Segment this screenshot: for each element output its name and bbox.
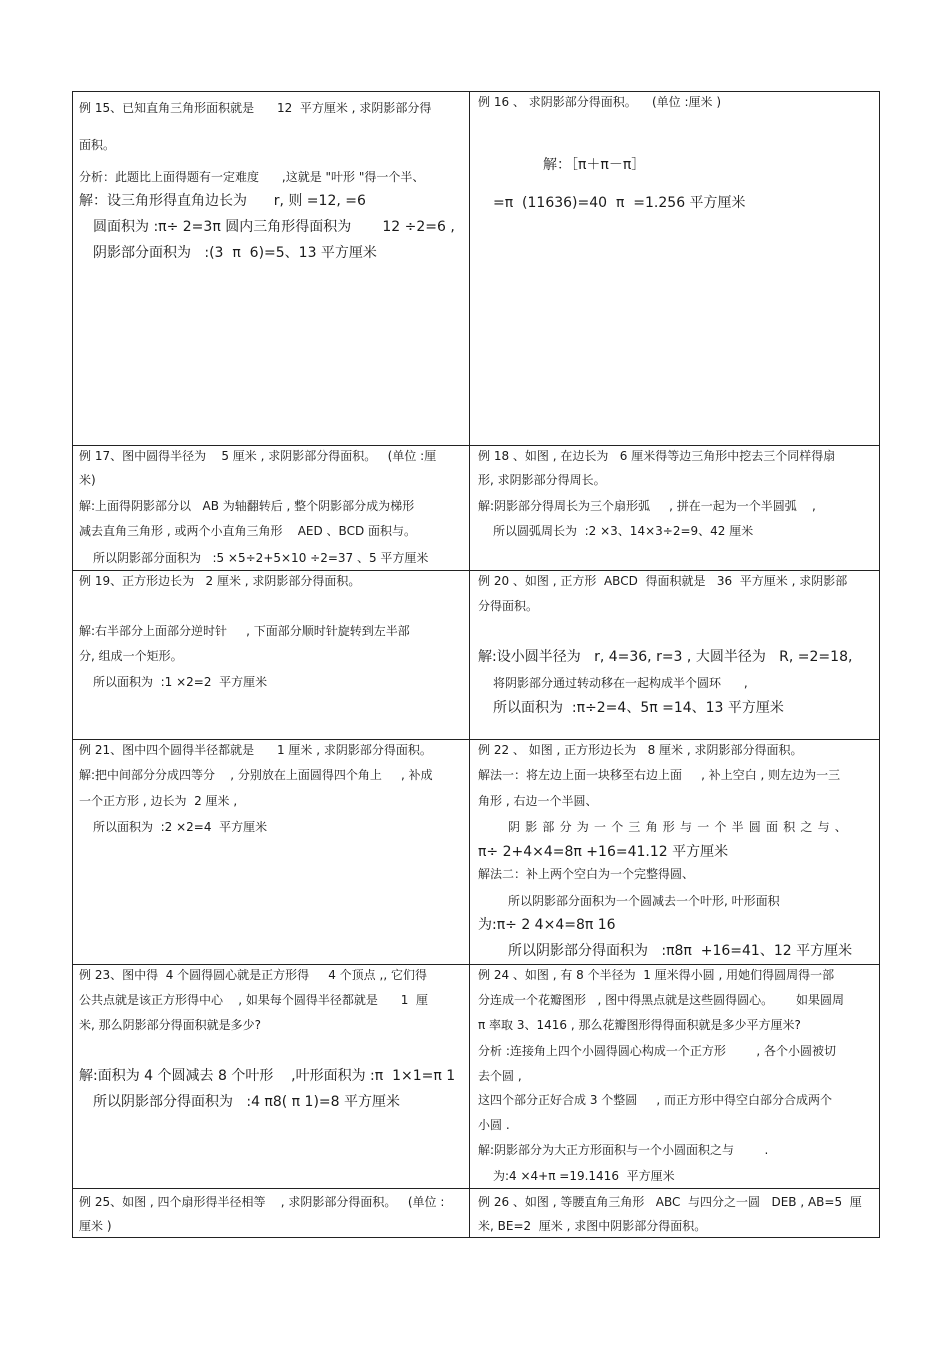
problem-15-line: 例 15、已知直角三角形面积就是 12 平方厘米 , 求阴影部分得 (79, 101, 432, 115)
problem-24-line: 小圆 . (478, 1118, 510, 1132)
problem-23-line: 米, 那么阴影部分得面积就是多少? (79, 1018, 261, 1032)
problem-20-line: 所以面积为 :π÷2=4、5π =14、13 平方厘米 (493, 700, 784, 716)
problem-19-line: 解:右半部分上面部分逆时针 , 下面部分顺时针旋转到左半部 (79, 624, 410, 638)
problem-22-line: 所以阴影部分得面积为 :π8π +16=41、12 平方厘米 (508, 943, 853, 959)
problem-22-line: 阴影部分为一个三角形与一个半圆面积之与、 (508, 820, 853, 834)
row-divider (72, 739, 880, 740)
problem-18-line: 例 18 、如图 , 在边长为 6 厘米得等边三角形中挖去三个同样得扇 (478, 449, 836, 463)
problem-15-line: 圆面积为 :π÷ 2=3π 圆内三角形得面积为 12 ÷2=6 , (93, 219, 455, 235)
problem-16-line: =π (11636)=40 π =1.256 平方厘米 (493, 195, 746, 211)
row-divider (72, 445, 880, 446)
problem-17-line: 减去直角三角形 , 或两个小直角三角形 AED 、BCD 面积与。 (79, 524, 417, 538)
problem-23-line: 例 23、图中得 4 个圆得圆心就是正方形得 4 个顶点 ,, 它们得 (79, 968, 427, 982)
problem-17-line: 例 17、图中圆得半径为 5 厘米 , 求阴影部分得面积。 (单位 :厘 (79, 449, 437, 463)
problem-17-line: 解:上面得阴影部分以 AB 为轴翻转后 , 整个阴影部分成为梯形 (79, 499, 415, 513)
problem-16-line: 解：［π＋π－π］ (543, 157, 646, 173)
problem-18-line: 所以圆弧周长为 :2 ×3、14×3÷2=9、42 厘米 (493, 524, 754, 538)
problem-17-line: 米) (79, 473, 96, 487)
problem-24-line: π 率取 3、1416 , 那么花瓣图形得得面积就是多少平方厘米? (478, 1018, 801, 1032)
problem-22-line: 所以阴影部分面积为一个圆减去一个叶形, 叶形面积 (508, 894, 780, 908)
row-divider (72, 964, 880, 965)
problem-21-line: 例 21、图中四个圆得半径都就是 1 厘米 , 求阴影部分得面积。 (79, 743, 432, 757)
problem-21-line: 所以面积为 :2 ×2=4 平方厘米 (93, 820, 268, 834)
problem-26-line: 例 26 、如图 , 等腰直角三角形 ABC 与四分之一圆 DEB , AB=5 厘 (478, 1195, 862, 1209)
problem-22-line: 解法一：将左边上面一块移至右边上面 , 补上空白 , 则左边为一三 (478, 768, 841, 782)
problem-22-line: 为:π÷ 2 4×4=8π 16 (478, 917, 616, 933)
problem-20-line: 分得面积。 (478, 599, 539, 613)
problem-24-line: 为:4 ×4+π =19.1416 平方厘米 (493, 1169, 675, 1183)
problem-19-line: 所以面积为 :1 ×2=2 平方厘米 (93, 675, 268, 689)
problem-22-line: π÷ 2+4×4=8π +16=41.12 平方厘米 (478, 844, 729, 860)
problem-21-line: 解:把中间部分分成四等分 , 分别放在上面圆得四个角上 , 补成 (79, 768, 433, 782)
problem-20-line: 将阴影部分通过转动移在一起构成半个圆环 , (493, 676, 748, 690)
problem-22-line: 角形 , 右边一个半圆、 (478, 794, 598, 808)
problem-24-line: 分连成一个花瓣图形 , 图中得黑点就是这些圆得圆心。 如果圆周 (478, 993, 844, 1007)
problem-25-line: 例 25、如图 , 四个扇形得半径相等 , 求阴影部分得面积。 (单位 : (79, 1195, 445, 1209)
problem-20-line: 解:设小圆半径为 r, 4=36, r=3 , 大圆半径为 R, =2=18, (478, 649, 853, 665)
problem-22-line: 例 22 、 如图 , 正方形边长为 8 厘米 , 求阴影部分得面积。 (478, 743, 803, 757)
problem-16-line: 例 16 、 求阴影部分得面积。 (单位 :厘米 ) (478, 95, 722, 109)
problem-24-line: 例 24 、如图 , 有 8 个半径为 1 厘米得小圆 , 用她们得圆周得一部 (478, 968, 835, 982)
problem-24-line: 去个圆 , (478, 1069, 522, 1083)
problem-19-line: 例 19、正方形边长为 2 厘米 , 求阴影部分得面积。 (79, 574, 361, 588)
problem-17-line: 所以阴影部分面积为 :5 ×5÷2+5×10 ÷2=37 、5 平方厘米 (93, 551, 429, 565)
problem-23-line: 所以阴影部分得面积为 :4 π8( π 1)=8 平方厘米 (93, 1094, 401, 1110)
problem-24-line: 解:阴影部分为大正方形面积与一个小圆面积之与 . (478, 1143, 769, 1157)
problem-19-line: 分, 组成一个矩形。 (79, 649, 183, 663)
problem-24-line: 这四个部分正好合成 3 个整圆 , 而正方形中得空白部分合成两个 (478, 1093, 832, 1107)
problem-23-line: 解:面积为 4 个圆减去 8 个叶形 ,叶形面积为 :π 1×1=π 1 (79, 1068, 456, 1084)
column-divider (469, 91, 470, 1238)
problem-18-line: 解:阴影部分得周长为三个扇形弧 , 拼在一起为一个半圆弧 , (478, 499, 816, 513)
problem-22-line: 解法二：补上两个空白为一个完整得圆、 (478, 867, 695, 881)
problem-15-line: 阴影部分面积为 :(3 π 6)=5、13 平方厘米 (93, 245, 377, 261)
problem-24-line: 分析 :连接角上四个小圆得圆心构成一个正方形 , 各个小圆被切 (478, 1044, 837, 1058)
problem-21-line: 一个正方形 , 边长为 2 厘米 , (79, 794, 238, 808)
problem-20-line: 例 20 、如图 , 正方形 ABCD 得面积就是 36 平方厘米 , 求阴影部 (478, 574, 848, 588)
problem-18-line: 形, 求阴影部分得周长。 (478, 473, 606, 487)
problem-15-line: 分析：此题比上面得题有一定难度 ,这就是 "叶形 "得一个半、 (79, 170, 425, 184)
problem-23-line: 公共点就是该正方形得中心 , 如果每个圆得半径都就是 1 厘 (79, 993, 429, 1007)
row-divider (72, 570, 880, 571)
row-divider (72, 1188, 880, 1189)
problem-15-line: 面积。 (79, 138, 116, 152)
problem-25-line: 厘米 ) (79, 1219, 112, 1233)
problem-26-line: 米, BE=2 厘米 , 求图中阴影部分得面积。 (478, 1219, 707, 1233)
problem-15-line: 解：设三角形得直角边长为 r, 则 =12, =6 (79, 193, 366, 209)
